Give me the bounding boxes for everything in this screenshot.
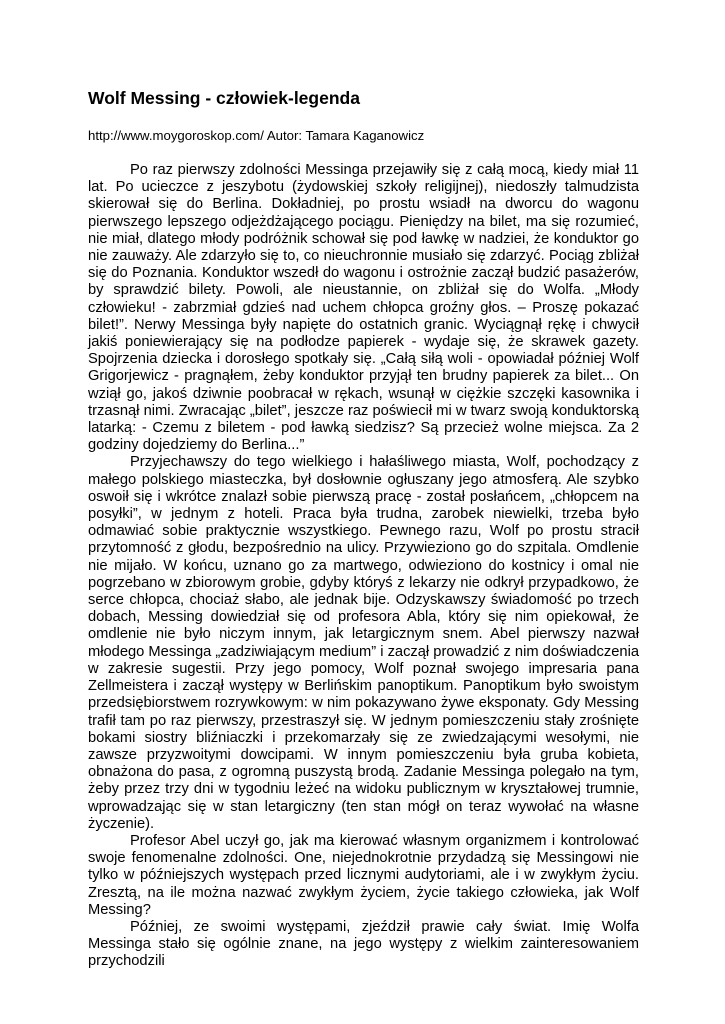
article-body (88, 162, 639, 971)
source-line: http://www.moygoroskop.com/ Autor: Tamara Kaganowicz (88, 128, 425, 143)
document-page (88, 86, 639, 971)
paragraph-4: Później, ze swoimi występami, zjeździł prawie cały świat. Imię Wolfa Messinga stało się ogólnie znane, na jego występy z wielkim zainteresowaniem przychodzili (88, 918, 639, 970)
document-title: Wolf Messing - człowiek-legenda (88, 88, 360, 108)
paragraph-2: Przyjechawszy do tego wielkiego i hałaśliwego miasta, Wolf, pochodzący z małego polskiego miasteczka, był dosłownie ogłuszany jego atmosferą. Ale szybko oswoił się i wkrótce znalazł sobie pierwszą pracę - został posłańcem, „chłopcem na posyłki”, w jednym z hoteli. Praca była trudna, zarobek niewielki, trzeba było odmawiać sobie praktycznie wszystkiego. Pewnego razu, Wolf po prostu stracił przytomność z głodu, bezpośrednio na ulicy. Przywieziono go do szpitala. Omdlenie nie mijało. W końcu, uznano go za martwego, odwieziono do kostnicy i omal nie pogrzebano w zbiorowym grobie, gdyby któryś z lekarzy nie odkrył przypadkowo, że serce chłopca, chociaż słabo, ale jednak bije. Odzyskawszy świadomość po trzech dobach, Messing dowiedział się od profesora Abla, który się nim opiekował, że omdlenie nie było niczym innym, jak letargicznym snem. Abel pierwszy nazwał młodego Messinga „zadziwiającym medium” i zaczął prowadzić z nim doświadczenia w zakresie sugestii. Przy jego pomocy, Wolf poznał swojego impresaria pana Zellmeistera i zaczął występy w Berlińskim panoptikum. Panoptikum było swoistym przedsiębiorstwem rozrywkowym: w nim pokazywano żywe eksponaty. Gdy Messing trafił tam po raz pierwszy, przestraszył się. W jednym pomieszczeniu stały zrośnięte bokami siostry bliźniaczki i przekomarzały się ze zwiedzającymi wesołymi, nie zawsze przyzwoitymi dowcipami. W innym pomieszczeniu była gruba kobieta, obnażona do pasa, z ogromną puszystą brodą. Zadanie Messinga polegało na tym, żeby przez trzy dni w tygodniu leżeć na widoku publicznym w kryształowej trumnie, wprowadzając się w stan letargiczny (ten stan mógł on teraz wywołać na własne życzenie). (88, 454, 639, 832)
paragraph-1: Po raz pierwszy zdolności Messinga przejawiły się z całą mocą, kiedy miał 11 lat. Po ucieczce z jeszybotu (żydowskiej szkoły religijnej), niedoszły talmudzista skierował się do Berlina. Dokładniej, po prostu wsiadł na dworcu do wagonu pierwszego lepszego odjeżdżającego pociągu. Pieniędzy na bilet, ma się rozumieć, nie miał, dlatego młody podróżnik schował się pod ławkę w nadziei, że konduktor go nie zauważy. Ale zdarzyło się to, co nieuchronnie musiało się zdarzyć. Pociąg zbliżał się do Poznania. Konduktor wszedł do wagonu i ostrożnie zaczął budzić pasażerów, by sprawdzić bilety. Powoli, ale nieustannie, on zbliżał się do Wolfa. „Młody człowieku! - zabrzmiał gdzieś nad uchem chłopca groźny głos. – Proszę pokazać bilet!”. Nerwy Messinga były napięte do ostatnich granic. Wyciągnął rękę i chwycił jakiś poniewierający się na podłodze papierek - wydaje się, że skrawek gazety. Spojrzenia dziecka i dorosłego spotkały się. „Całą siłą woli - opowiadał później Wolf Grigorjewicz - pragnąłem, żeby konduktor przyjął ten brudny papierek za bilet... On wziął go, jakoś dziwnie poobracał w rękach, wsunął w ciężkie szczęki kasownika i trzasnął nimi. Zwracając „bilet”, jeszcze raz poświecił mi w twarz swoją konduktorską latarką: - Czemu z biletem - pod ławką siedzisz? Są przecież wolne miejsca. Za 2 godziny dojedziemy do Berlina...” (88, 162, 639, 454)
paragraph-3: Profesor Abel uczył go, jak ma kierować własnym organizmem i kontrolować swoje fenomenalne zdolności. One, niejednokrotnie przydadzą się Messingowi nie tylko w późniejszych występach przed licznymi audytoriami, ale i w zwykłym życiu. Zresztą, na ile można nazwać zwykłym życiem, życie takiego człowieka, jak Wolf Messing? (88, 832, 639, 918)
